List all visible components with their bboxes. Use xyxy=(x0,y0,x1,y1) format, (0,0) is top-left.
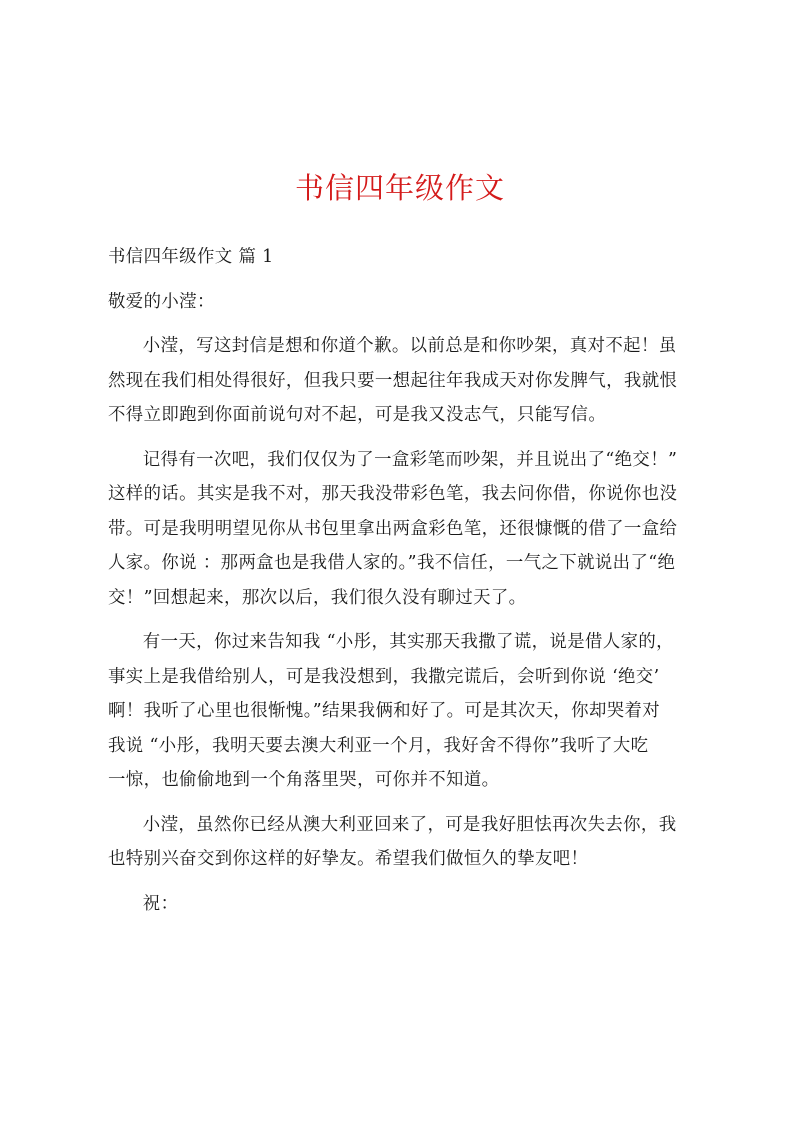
paragraph-line: 不得立即跑到你面前说句对不起，可是我又没志气，只能写信。 xyxy=(108,405,607,425)
document-body xyxy=(108,240,700,931)
paragraph-line: 人家。你说 ：那两盒也是我借人家的。”我不信任，一气之下就说出了“绝 xyxy=(108,553,676,573)
paragraph-line: 小滢，虽然你已经从澳大利亚回来了，可是我好胆怯再次失去你，我 xyxy=(142,814,677,835)
salutation: 敬爱的小滢： xyxy=(108,291,215,312)
paragraph-line: 我说 “小彤，我明天要去澳大利亚一个月，我好舍不得你”我听了大吃 xyxy=(108,735,649,756)
paragraph-line: 带。可是我明明望见你从书包里拿出两盒彩色笔，还很慷慨的借了一盒给 xyxy=(108,518,678,539)
essay-heading: 书信四年级作文 篇 1 xyxy=(108,247,274,267)
paragraph-line: 有一天，你过来告知我 “小彤，其实那天我撒了谎，说是借人家的， xyxy=(142,632,674,652)
paragraph-2 xyxy=(108,443,700,616)
paragraph-line: 小滢，写这封信是想和你道个歉。以前总是和你吵架，真对不起！虽 xyxy=(142,336,677,356)
closing: 祝： xyxy=(142,893,179,914)
paragraph-line: 事实上是我借给别人，可是我没想到，我撒完谎后，会听到你说 ‘绝交’ xyxy=(108,666,660,687)
paragraph-1 xyxy=(108,329,700,433)
paragraph-line: 然现在我们相处得很好，但我只要一想起往年我成天对你发脾气，我就恨 xyxy=(108,370,678,391)
paragraph-line: 一惊，也偷偷地到一个角落里哭，可你并不知道。 xyxy=(108,770,500,790)
paragraph-3 xyxy=(108,625,700,798)
document-title: 书信四年级作文 xyxy=(294,171,505,205)
paragraph-4 xyxy=(108,808,700,877)
paragraph-line: 这样的话。其实是我不对，那天我没带彩色笔，我去问你借，你说你也没 xyxy=(108,484,678,504)
paragraph-line: 啊！我听了心里也很惭愧。”结果我俩和好了。可是其次天，你却哭着对 xyxy=(108,701,661,721)
paragraph-line: 也特别兴奋交到你这样的好挚友。希望我们做恒久的挚友吧！ xyxy=(108,849,589,869)
paragraph-line: 记得有一次吧，我们仅仅为了一盒彩笔而吵架，并且说出了“绝交！” xyxy=(142,449,678,470)
paragraph-line: 交！”回想起来，那次以后，我们很久没有聊过天了。 xyxy=(108,587,527,608)
